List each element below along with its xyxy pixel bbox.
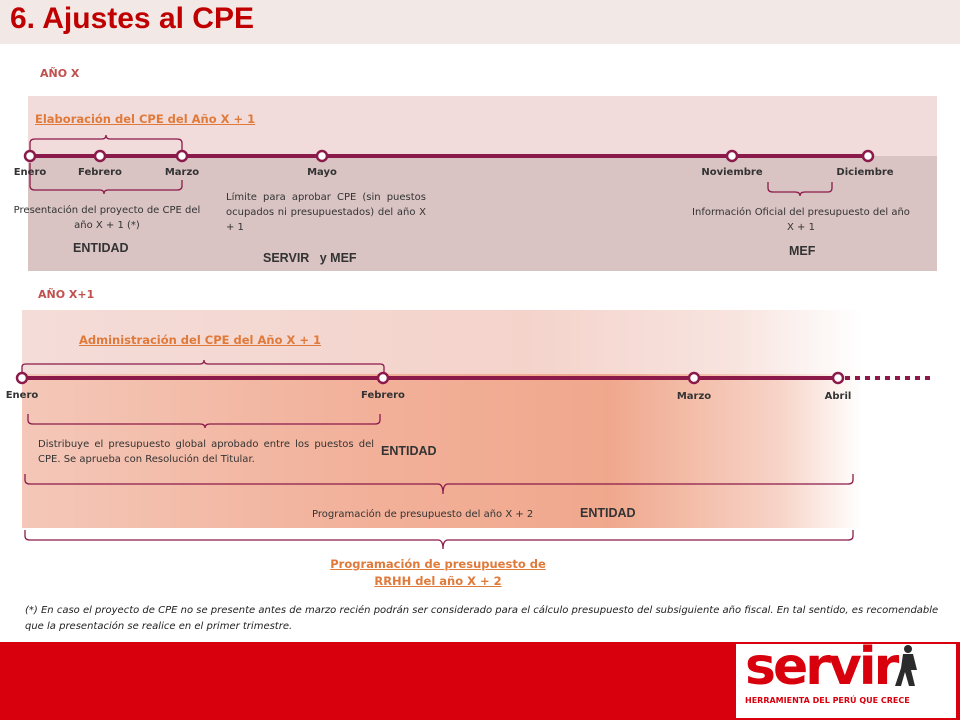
year-x-label: AÑO X (40, 67, 80, 80)
programming-text: Programación de presupuesto del año X + 2 (312, 509, 534, 520)
marker-mayo (317, 151, 327, 161)
distribution-text: Distribuye el presupuesto global aprobado entre los puestos del CPE. Se aprueba con Resolución del Titular. (38, 439, 374, 465)
milestone-limite-text: Límite para aprobar CPE (sin puestos ocupados ni presupuestados) del año X + 1 (226, 192, 426, 233)
marker-enero (25, 151, 35, 161)
milestone-limite-actor: SERVIR y MEF (263, 251, 357, 265)
milestone-presentacion-text: Presentación del proyecto de CPE del año X + 1 (*) (13, 205, 201, 231)
servir-logo (745, 640, 945, 696)
page-title: 6. Ajustes al CPE (10, 2, 254, 35)
bracket-administracion (22, 360, 384, 372)
year-x-phase-title[interactable]: Elaboración del CPE del Año X + 1 (35, 112, 256, 126)
month-enero: Enero (13, 167, 47, 178)
bracket-programacion (25, 474, 853, 494)
programming-actor: ENTIDAD (580, 506, 636, 520)
month-x1-enero: Enero (5, 390, 39, 401)
month-x1-abril: Abril (824, 391, 852, 402)
milestone-informacion-text: Información Oficial del presupuesto del año X + 1 (692, 207, 910, 233)
bracket-informacion (768, 182, 832, 196)
month-marzo: Marzo (164, 167, 200, 178)
servir-logo-mark (745, 640, 945, 696)
marker-x1-enero (17, 373, 27, 383)
marker-x1-marzo (689, 373, 699, 383)
marker-febrero (95, 151, 105, 161)
marker-marzo (177, 151, 187, 161)
svg-text:servir: servir (745, 640, 897, 696)
marker-noviembre (727, 151, 737, 161)
distribution-actor: ENTIDAD (381, 444, 437, 458)
marker-diciembre (863, 151, 873, 161)
month-x1-febrero: Febrero (361, 390, 405, 401)
logo-tagline: HERRAMIENTA DEL PERÚ QUE CRECE (745, 696, 910, 705)
year-x1-phase-title[interactable]: Administración del CPE del Año X + 1 (79, 333, 321, 347)
month-noviembre: Noviembre (701, 167, 763, 178)
rrhh-phase-title[interactable]: Programación de presupuesto de RRHH del año X + 2 (330, 557, 546, 588)
month-diciembre: Diciembre (836, 167, 894, 178)
month-mayo: Mayo (307, 167, 337, 178)
year-x1-label: AÑO X+1 (38, 288, 95, 301)
footnote: (*) En caso el proyecto de CPE no se presente antes de marzo recién podrán ser considerado para el cálculo presupuesto del subsiguiente año fiscal. En tal sentido, es recomendable que la presentación se realice en el primer trimestre. (25, 605, 939, 632)
bracket-rrhh (25, 530, 853, 549)
bracket-distribuye (28, 414, 380, 428)
month-febrero: Febrero (78, 167, 122, 178)
milestone-presentacion-actor: ENTIDAD (73, 241, 129, 255)
milestone-informacion-actor: MEF (789, 244, 816, 258)
bracket-elaboracion (30, 135, 182, 152)
marker-x1-abril (833, 373, 843, 383)
month-x1-marzo: Marzo (676, 391, 712, 402)
marker-x1-febrero (378, 373, 388, 383)
